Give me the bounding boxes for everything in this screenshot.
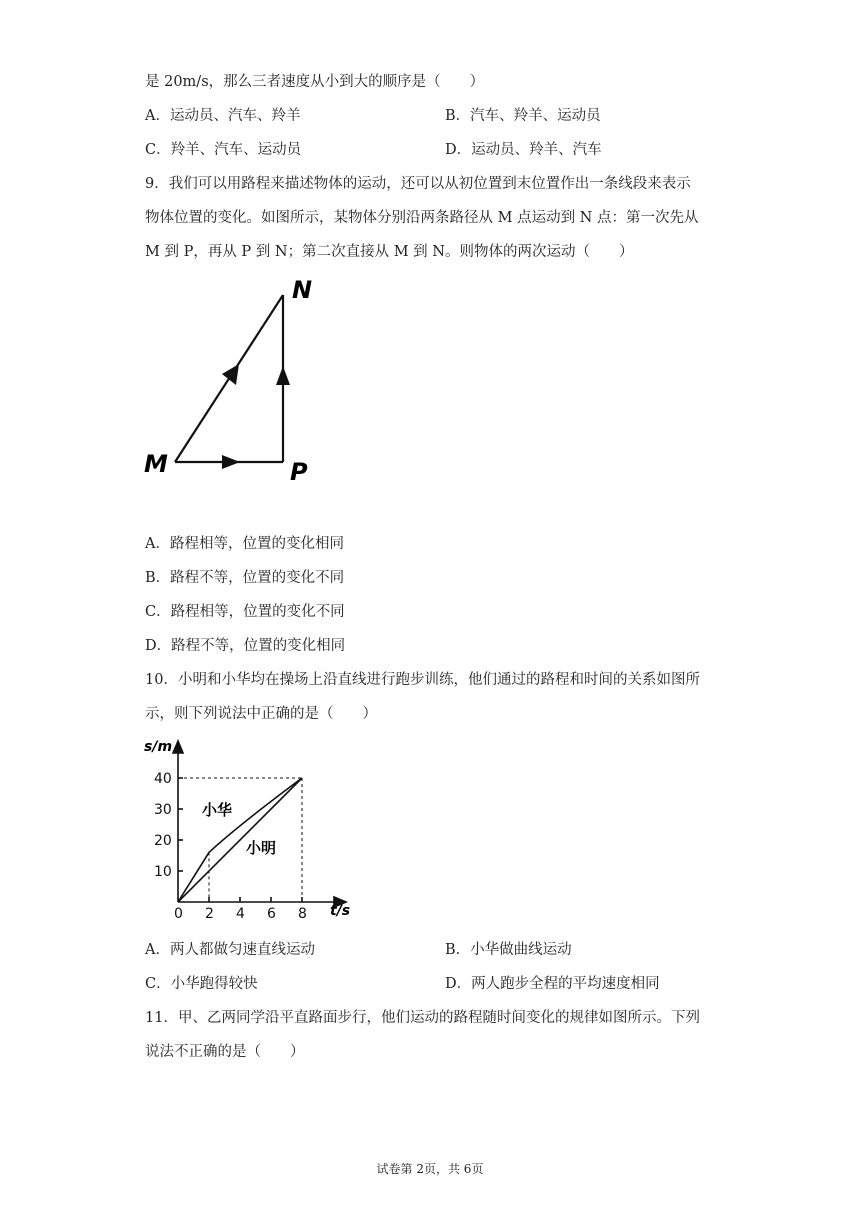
q10-stem-line-1: 10．小明和小华均在操场上沿直线进行跑步训练，他们通过的路程和时间的关系如图所 [145, 672, 700, 688]
q8-option-b: B．汽车、羚羊、运动员 [445, 108, 601, 124]
q9-stem-line-3: M 到 P，再从 P 到 N；第二次直接从 M 到 N。则物体的两次运动（ ） [145, 244, 634, 260]
point-label-m: M [144, 450, 168, 478]
x-tick-label: 8 [298, 906, 307, 922]
x-tick-label: 4 [236, 906, 245, 922]
q8-stem-tail: 是 20m/s，那么三者速度从小到大的顺序是（ ） [145, 74, 485, 90]
q9-option-b: B．路程不等，位置的变化不同 [145, 570, 345, 586]
y-tick-label: 40 [154, 771, 172, 787]
q9-option-a: A．路程相等，位置的变化相同 [145, 536, 344, 552]
q9-stem-line-2: 物体位置的变化。如图所示，某物体分别沿两条路径从 M 点运动到 N 点：第一次先从 [145, 210, 699, 226]
page-footer: 试卷第 2页，共 6页 [376, 1162, 484, 1176]
st-graph [140, 735, 370, 925]
x-tick-label: 0 [174, 906, 183, 922]
q9-stem-line-1: 9．我们可以用路程来描述物体的运动，还可以从初位置到末位置作出一条线段来表示 [145, 176, 691, 192]
y-axis-arrow-icon [173, 741, 183, 753]
y-tick-label: 20 [154, 833, 172, 849]
q10-option-a: A．两人都做匀速直线运动 [145, 942, 315, 958]
x-axis-label: t/s [330, 903, 351, 919]
q9-path-diagram [130, 270, 350, 500]
q10-option-c: C．小华跑得较快 [145, 976, 258, 992]
q9-option-c: C．路程相等，位置的变化不同 [145, 604, 345, 620]
point-label-n: N [292, 276, 313, 304]
q11-stem-line-2: 说法不正确的是（ ） [145, 1044, 305, 1060]
arrow-mn-icon [222, 364, 239, 385]
arrow-mp-icon [222, 455, 240, 469]
q9-option-d: D．路程不等，位置的变化相同 [145, 638, 346, 654]
series-label-xiaoming: 小明 [246, 839, 277, 857]
y-tick-label: 30 [154, 802, 172, 818]
q10-stem-line-2: 示，则下列说法中正确的是（ ） [145, 706, 377, 722]
q10-option-d: D．两人跑步全程的平均速度相同 [445, 976, 660, 992]
q8-option-a: A．运动员、汽车、羚羊 [145, 108, 301, 124]
q8-option-c: C．羚羊、汽车、运动员 [145, 142, 302, 158]
x-tick-label: 6 [267, 906, 276, 922]
q10-option-b: B．小华做曲线运动 [445, 942, 572, 958]
series-line-xiaoming [178, 778, 302, 902]
q11-stem-line-1: 11．甲、乙两同学沿平直路面步行，他们运动的路程随时间变化的规律如图所示。下列 [145, 1010, 700, 1026]
y-axis-label: s/m [144, 739, 173, 755]
series-label-xiaohua: 小华 [202, 801, 233, 819]
q8-option-d: D．运动员、羚羊、汽车 [445, 142, 602, 158]
x-tick-label: 2 [205, 906, 214, 922]
point-label-p: P [290, 458, 308, 486]
arrow-pn-icon [276, 366, 290, 385]
y-tick-label: 10 [154, 864, 172, 880]
